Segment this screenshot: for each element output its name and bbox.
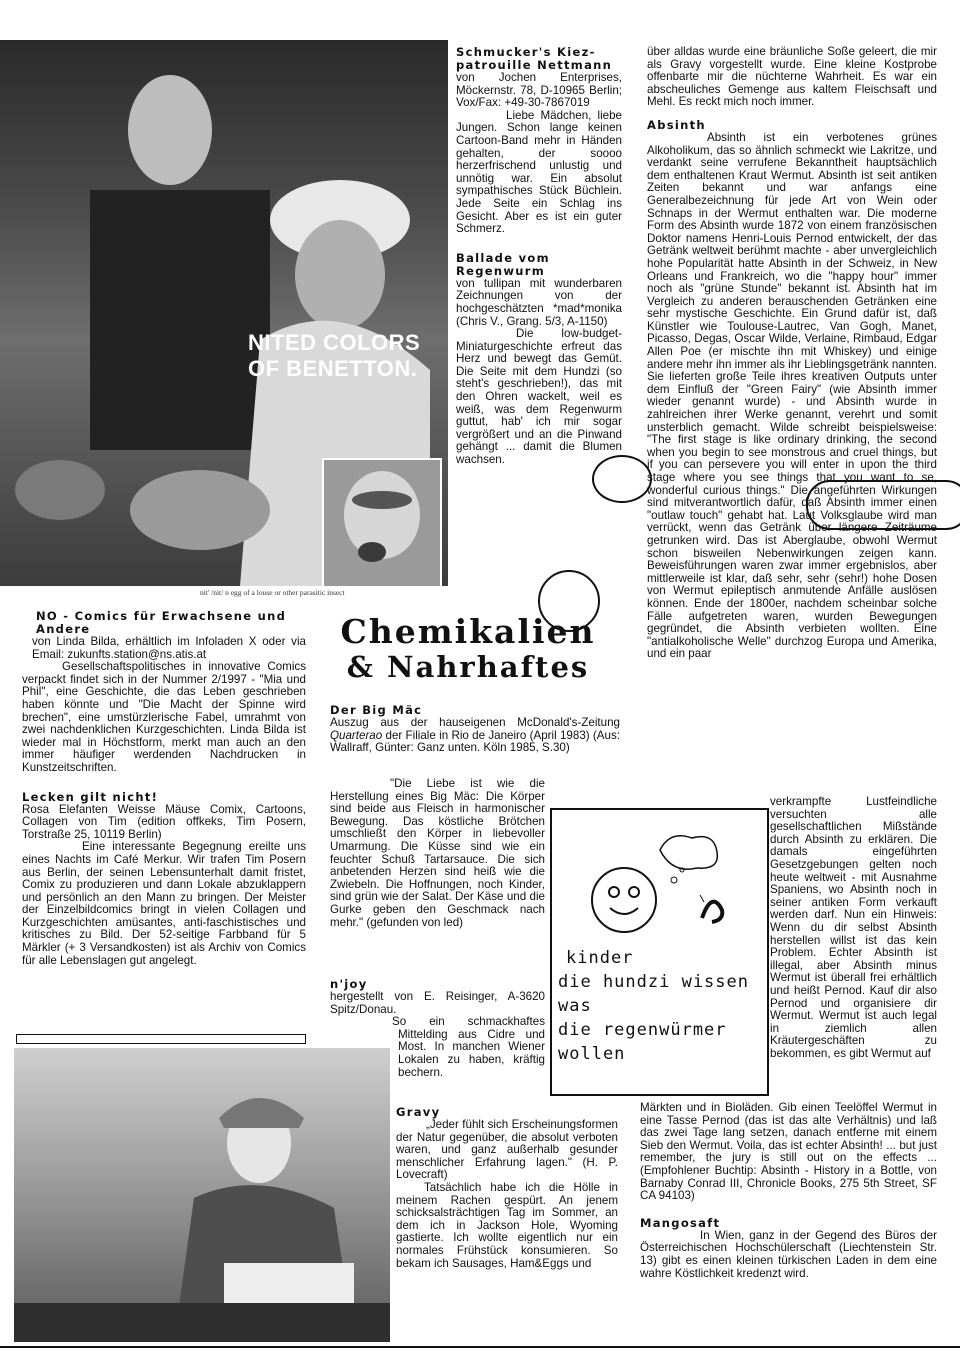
absinth-body-3: Märkten und in Bioläden. Gib einen Teelöffel Wermut in eine Tasse Pernod (das ist das alte Verhältnis) und laß das zwei Tage lang setzen, danach entferne mit einem Sieb den Wermut. Voila, das ist echter Absinth! ... but just remember, the jury is still out on the effects ... (Empfohlener Buchtip: Absinth - History in a Bottle, von Barnaby Conrad III, Chronicle Books, 275 5th Street, SF CA 94103) <box>640 1101 937 1203</box>
ballade-info: von tullipan mit wunderbaren Zeichnungen von der hochgeschätzten *mad*monika (Chris V., Grang. 5/3, A-1150) <box>456 276 622 328</box>
benetton-line-1: NITED COLORS <box>248 330 421 355</box>
mcdonalds-worker-photo <box>14 1048 390 1342</box>
schmucker-title-line-2: patrouille Nettmann <box>456 58 613 72</box>
inset-face-graphic <box>324 460 440 586</box>
decorative-pill-shape <box>806 480 960 530</box>
page-bottom-rule <box>0 1346 960 1348</box>
gravy-body: Tatsächlich habe ich die Hölle in meinem Rachen gespürt. An jenem schicksalsträchtigen Tag im Sommer, an dem ich in Jackson Hole, Wyoming gastierte. Ich wollte eigentlich nur ein normales Frühstück konsumieren. So bekam ich Sausages, Ham&Eggs und <box>396 1180 618 1270</box>
ballade-title-line-1: Ballade vom <box>456 250 550 265</box>
lecken-info: Rosa Elefanten Weisse Mäuse Comix, Cartoons, Collagen von Tim (edition offkeks, Tim Posern, Torstraße 25, 10119 Berlin) <box>22 802 306 841</box>
headline-line-2: & Nahrhaftes <box>346 650 590 684</box>
njoy-body: So ein schmackhaftes Mittelding aus Cidre und Most. In manchen Wiener Lokalen zu haben, kräftig bechern. <box>392 1015 545 1079</box>
absinth-title: Absinth <box>647 117 706 132</box>
headline-line-1: Chemikalien <box>340 612 596 651</box>
schmucker-title-line-1: Schmucker's Kiez- <box>456 45 596 59</box>
ballade-body: Die low-budget-Miniaturgeschichte erfreut das Herz und bewegt das Gemüt. Die Seite mit dem Hundzi (so steht's geschrieben!), das mit den Ohren wackelt, weil es weiß, was dem Regenwurm guttut, hab' ich mir sogar vergrößert und an die Pinwand gehängt ... damit die Blumen wachsen. <box>456 327 622 467</box>
gravy-block <box>396 1106 618 1270</box>
bigmac-info <box>330 717 620 755</box>
njoy-block <box>330 978 545 1079</box>
njoy-info: hergestellt von E. Reisinger, A-3620 Spitz/Donau. <box>330 990 545 1016</box>
lecken-body: Eine interessante Begegnung ereilte uns eines Nachts im Café Merkur. Wir trafen Tim Posern aus Berlin, der seinen Lebensunterhalt damit fristet, Comix zu produzieren und dann Lokale abzuklappern und persönlich an den Mann zu bringen. Der Meister der Einzelbildcomics bringt in vielen Collagen und Kurzgeschichten amüsantes, anti-faschistisches und kritisches zu Bild. Der 52-seitige Farbband für 5 Märkler (+ 3 Versandkosten) ist als Archiv von Comics für alle Lebenslagen gut angelegt. <box>22 840 306 967</box>
cartoon-line-1: kinder <box>566 948 634 968</box>
bigmac-info-suffix: der Filiale in Rio de Janeiro (April 1983) (Aus: Wallraff, Günter: Ganz unten. Köln 1985, S.30) <box>330 728 620 755</box>
decorative-circle-left <box>592 455 652 503</box>
column-right-bottom <box>640 1102 937 1280</box>
no-comics-info: von Linda Bilda, erhältlich im Infoladen X oder via Email: zukunfts.station@ns.atis.at <box>32 635 306 661</box>
gravy-quote: „Jeder fühlt sich Erscheinungsformen der Natur gegenüber, die absolut verboten waren, und ganz außerhalb gesunder menschlicher Erfahrung lagen." (H. P. Lovecraft) <box>396 1118 618 1182</box>
bigmac-info-italic: Quarterao <box>330 728 383 742</box>
benetton-line-2: OF BENETTON. <box>248 356 418 381</box>
schmucker-title <box>456 46 622 72</box>
njoy-title: n'joy <box>330 977 368 991</box>
ballade-title <box>456 252 622 278</box>
no-comics-title-line-1: NO - Comics für Erwachsene und <box>36 609 287 623</box>
gravy-continued: über alldas wurde eine bräunliche Soße geleert, die mir als Gravy vorgestellt wurde. Eine kleine Kostprobe offenbarte mir die nüchterne Wahrheit. Es war ein abscheuliches Gemenge aus kaltem Fleischsaft und Mehl. Es reckt mich noch immer. <box>647 45 937 109</box>
column-right-lower <box>770 796 937 1060</box>
column-middle-lower <box>330 704 620 755</box>
bigmac-quote-block <box>330 778 545 929</box>
absinth-body-2: verkrampfte Lustfeindliche versuchten alle gesellschaftlichen Mißstände durch Absinth zu erklären. Die damals eingeführten Gesetzgebungen gelten noch heute weltweit - mit Ausnahme Spaniens, wo Absinth noch in seiner antiken Form verkauft werden darf. Nun ein Hinweis: Wenn du dir selbst Absinth herstellen willst ist das kein Problem. Echter Absinth ist illegal, aber Absinth minus Wermut ist überall frei erhältlich und heißt Pernod. Kauf dir also Pernod und organisiere dir Wermut. Wermut ist auch legal in ziemlich allen Kräutergeschäften zu bekommen, es gibt Wermut auf <box>770 795 937 1060</box>
column-middle-top <box>456 46 622 467</box>
inset-face-photo <box>322 458 442 586</box>
bigmac-quote: "Die Liebe ist wie die Herstellung eines Big Mäc: Die Körper sind beide aus Fleisch in harmonischer Bewegung. Das köstliche Brötchen umschließt den Körper in liebevoller Umarmung. Die Küsse sind wie ein feuchter Schuß Tartarsauce. Die sich anbetenden Herzen sind heiß wie die Zwiebeln. Die Hoffnungen, noch Kinder, sind grün wie der Salat. Der Käse und die Gurke geben den Geschmack nach mehr." (gefunden von led) <box>330 777 545 929</box>
cartoon-line-5: wollen <box>558 1044 626 1064</box>
schmucker-body: Liebe Mädchen, liebe Jungen. Schon lange keinen Cartoon-Band mehr in Händen gehalten, der soooo herzerfrischend unlustig und unnötig war. Ein absolut sympathisches Stück Büchlein. Jede Seite ein Schlag ins Gesicht. Aber es ist ein guter Schmerz. <box>456 108 622 236</box>
column-right <box>647 46 937 661</box>
column-left-lower <box>22 610 306 967</box>
cartoon-line-4: die regenwürmer <box>558 1020 727 1040</box>
mangosaft-title: Mangosaft <box>640 1215 721 1230</box>
section-headline <box>318 614 618 684</box>
cartoon-text <box>558 946 764 1066</box>
cartoon-line-2: die hundzi wissen <box>558 972 749 992</box>
cartoon-box <box>550 808 769 1096</box>
no-comics-title <box>22 610 306 636</box>
worker-photo-graphic <box>14 1048 390 1342</box>
photo-caption: nit' /nit/ n egg of a louse or other parasitic insect <box>200 588 345 597</box>
benetton-logo-text <box>248 330 438 382</box>
ballade-title-line-2: Regenwurm <box>456 263 546 278</box>
no-comics-body: Gesellschaftspolitisches in innovative Comics verpackt findet sich in der Nummer 2/1997 - "Mia und Phil", eine Geschichte, die das Leben geschrieben haben könnte und "Die Macht der Spinne wird brechen", eine umstürzlerische Fabel, umrahmt von zwei nachdenklichen Kurzgeschichten. Linda Bilda ist wieder mal in Höchstform, merkt man auch an den immer häufiger werdenden Nachdrucken in Kunstzeitschriften. <box>22 660 306 774</box>
lecken-title: Lecken gilt nicht! <box>22 789 159 804</box>
benetton-ad-photo <box>0 40 448 586</box>
bigmac-title: Der Big Mäc <box>330 703 423 717</box>
divider-bar <box>16 1034 306 1044</box>
gravy-title: Gravy <box>396 1105 441 1119</box>
absinth-body-1: Absinth ist ein verbotenes grünes Alkoholikum, das so ähnlich schmeckt wie Lakritze, und verdankt seine verrufene Bekanntheit hauptsächlich dem enthaltenen Kraut Wermut. Absinth ist seit antiken Zeiten bekannt und war anfangs eine Generalbezeichnung für jede Art von Wein oder Schnaps in der Wermut enthalten war. Die moderne Form des Absinth wurde 1872 von einem französischen Doktor namens Henri-Louis Pernod entwickelt, der das Getränk weltweit berühmt machte - aber unvergleichlich hohe Popularität hatte Absinth in der Schweiz, in New Orleans und Frankreich, wo die "happy hour" immer noch als "grüne Stunde" bekannt ist. Absinth hat im Vergleich zu anderen berauschenden Getränken eine sehr mystische Geschichte. Ein Grund dafür ist, daß Künstler wie Toulouse-Lautrec, Van Gogh, Manet, Picasso, Degas, Oscar Wilde, Verlaine, Rimbaud, Edgar Allen Poe (er mischte ihn mit Whiskey) und einige andere mehr ihn immer als ihr Lieblingsgetränk nannten. Sie lieferten große Teile ihres kreativen Outputs unter dem Einfluß der "Green Fairy" (wie Absinth immer wieder genannt wurde) - und Absinth wurde in zahlreichen ihrer Werke genannt, verehrt und somit unsterblich gemacht. Wilde schreibt beispielsweise: "The first stage is like ordinary drinking, the second when you begin to see monstrous and cruel things, but if you can persevere you will enter in upon the third stage where you see things that you want to se, wonderful curious things." Die angeführten Wirkungen sind mitverantwortlich dafür, daß Absinth immer einen "outlaw touch" gehabt hat. Laut Volksglaube wird man verrückt, wenn das Getränk über längere Zeiträume getrunken wird. Das ist Aberglaube, obwohl Wermut schon bisweilen Nebenwirkungen zeigen kann. Beweisführungen waren zwar immer ergebnislos, aber mittlerweile ist klar, daß sehr, sehr (sehr!) hohe Dosen von Wermut epileptisch anmutende Anfälle auslösen können. Ende der 1800er, nachdem scheinbar solche Fälle aufgetreten waren, wurden Bewegungen gegründet, die Absinth verbieten wollten. Eine "antialkoholische Welle" durchzog Europa und Amerika, und ein paar <box>647 130 938 661</box>
cartoon-line-3: was <box>558 996 592 1016</box>
mangosaft-body: In Wien, ganz in der Gegend des Büros der Österreichischen Hochschülerschaft (Liechtenstein Str. 13) gibt es einen kleinen türkischen Laden in dem eine wahre Köstlichkeit kredenzt wird. <box>640 1228 937 1280</box>
bigmac-info-prefix: Auszug aus der hauseigenen McDonald's-Zeitung <box>330 716 620 729</box>
no-comics-title-line-2: Andere <box>36 622 91 636</box>
schmucker-info: von Jochen Enterprises, Möckernstr. 78, D-10965 Berlin; Vox/Fax: +49-30-7867019 <box>456 71 622 110</box>
smiley-worm-drawing <box>552 810 767 940</box>
